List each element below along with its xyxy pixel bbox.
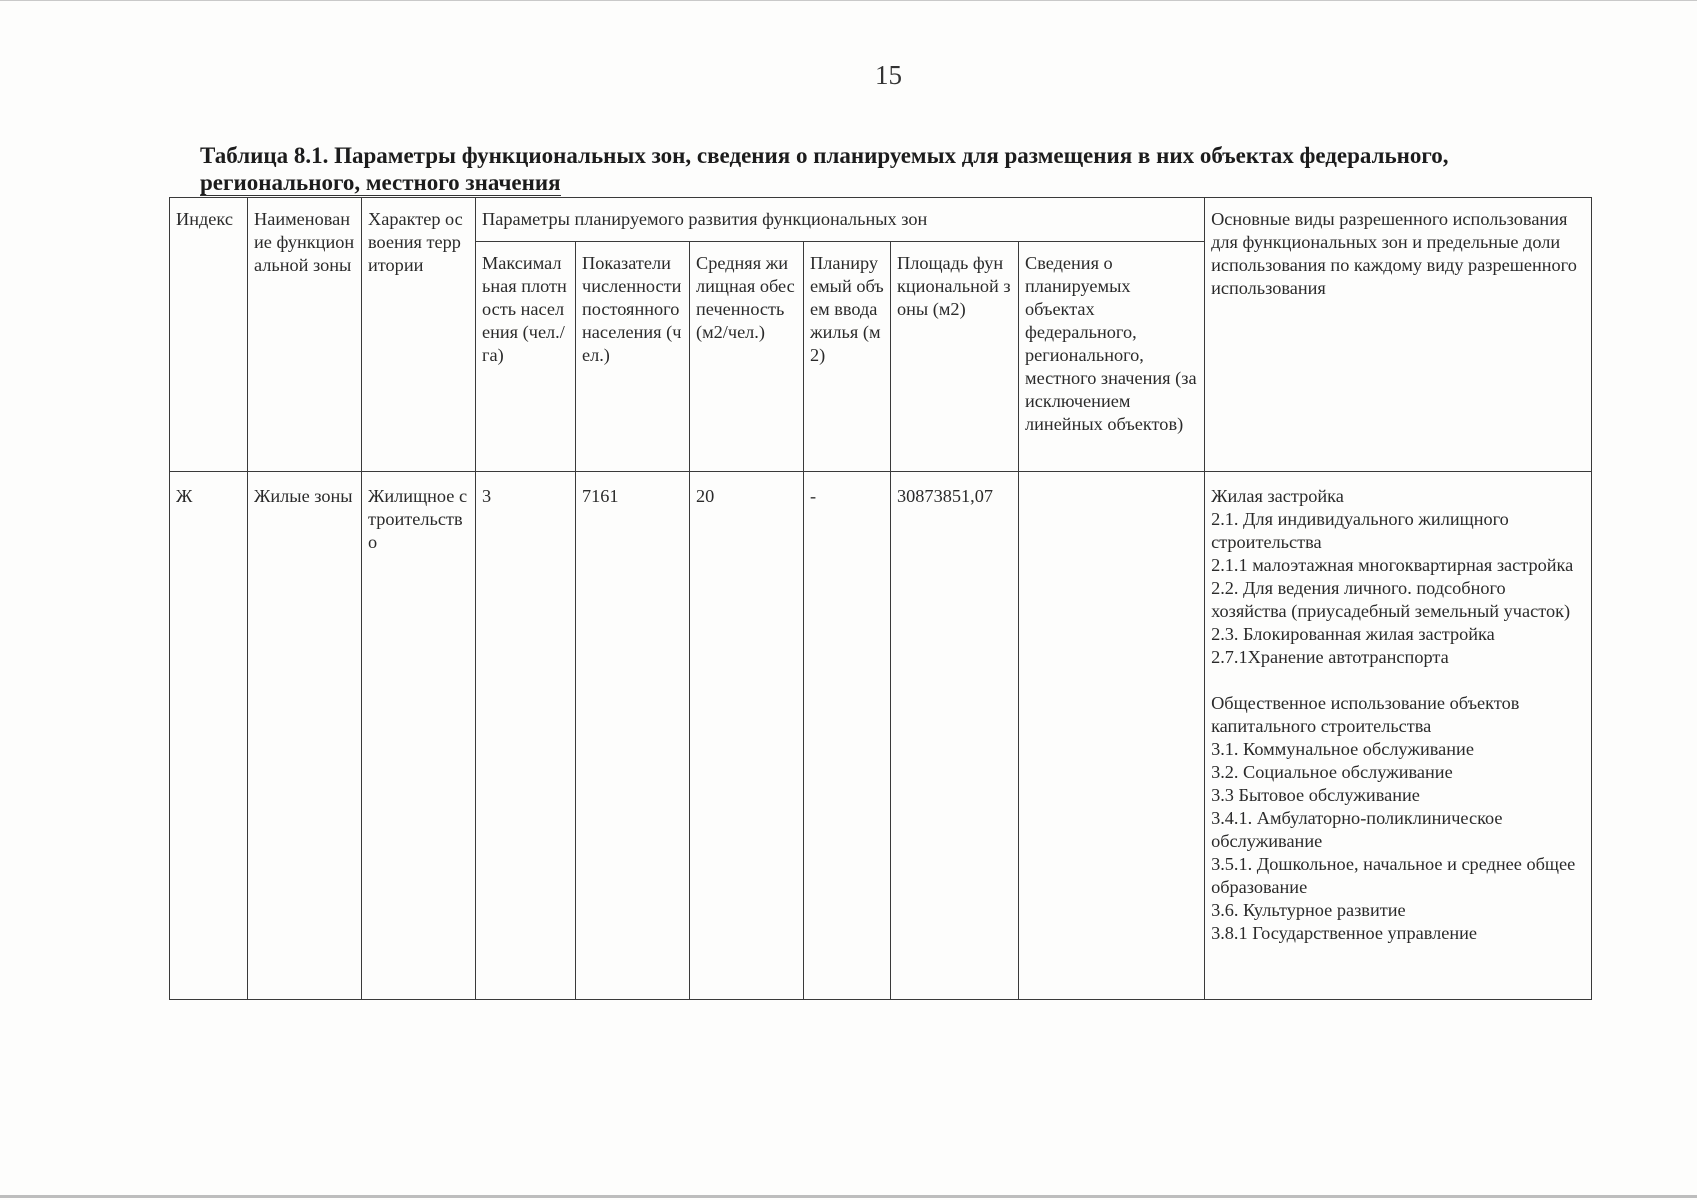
list-item: 2.7.1Хранение автотранспорта <box>1211 647 1449 667</box>
list-item: Общественное использование объектов капитального строительства <box>1211 693 1520 736</box>
cell-planned-objects <box>1019 472 1205 1000</box>
header-housing-provision: Средняя жилищная обеспеченность (м2/чел.) <box>690 242 804 472</box>
list-item: 3.1. Коммунальное обслуживание <box>1211 739 1474 759</box>
list-item: 3.8.1 Государственное управление <box>1211 923 1478 943</box>
cell-index: Ж <box>170 472 248 1000</box>
table-caption <box>200 142 1540 196</box>
page-number: 15 <box>875 60 902 90</box>
header-housing-volume: Планируемый объем ввода жилья (м2) <box>804 242 891 472</box>
caption-line-2: регионального, местного значения <box>200 170 561 195</box>
functional-zones-table <box>169 197 1592 1000</box>
cell-housing-volume: - <box>804 472 891 1000</box>
list-item: 3.5.1. Дошкольное, начальное и среднее общее образование <box>1211 854 1576 897</box>
header-population: Показатели численности постоянного населения (чел.) <box>576 242 690 472</box>
header-permitted-uses: Основные виды разрешенного использования для функциональных зон и предельные доли использования по каждому виду разрешенного использования <box>1205 198 1592 472</box>
permitted-uses-list-residential <box>1211 485 1585 669</box>
list-item: 3.3 Бытовое обслуживание <box>1211 785 1420 805</box>
cell-territory-type: Жилищное строительство <box>362 472 476 1000</box>
list-item: 3.4.1. Амбулаторно-поликлиническое обслуживание <box>1211 808 1503 851</box>
header-planned-objects: Сведения о планируемых объектах федерального, регионального, местного значения (за исключением линейных объектов) <box>1019 242 1205 472</box>
header-row-1 <box>170 198 1592 242</box>
list-item: 3.6. Культурное развитие <box>1211 900 1406 920</box>
cell-zone-area: 30873851,07 <box>891 472 1019 1000</box>
list-item: Жилая застройка <box>1211 486 1344 506</box>
header-index: Индекс <box>170 198 248 472</box>
scan-top-edge <box>0 0 1697 1</box>
header-zone-name: Наименование функциональной зоны <box>248 198 362 472</box>
cell-zone-name: Жилые зоны <box>248 472 362 1000</box>
cell-max-density: 3 <box>476 472 576 1000</box>
list-item: 2.3. Блокированная жилая застройка <box>1211 624 1495 644</box>
header-zone-area: Площадь функциональной зоны (м2) <box>891 242 1019 472</box>
header-max-density: Максимальная плотность населения (чел./га) <box>476 242 576 472</box>
cell-permitted-uses <box>1205 472 1592 1000</box>
list-item: 2.2. Для ведения личного. подсобного хозяйства (приусадебный земельный участок) <box>1211 578 1571 621</box>
header-territory-type: Характер освоения территории <box>362 198 476 472</box>
list-item: 2.1. Для индивидуального жилищного строительства <box>1211 509 1509 552</box>
table-row <box>170 472 1592 1000</box>
header-parameters-group: Параметры планируемого развития функциональных зон <box>476 198 1205 242</box>
cell-population: 7161 <box>576 472 690 1000</box>
caption-line-1: Таблица 8.1. Параметры функциональных зон, сведения о планируемых для размещения в них объектах федерального, <box>200 143 1449 168</box>
list-item: 2.1.1 малоэтажная многоквартирная застройка <box>1211 555 1574 575</box>
cell-housing-provision: 20 <box>690 472 804 1000</box>
scan-bottom-edge <box>0 1195 1697 1198</box>
list-item: 3.2. Социальное обслуживание <box>1211 762 1453 782</box>
list-gap <box>1211 669 1585 692</box>
permitted-uses-list-public <box>1211 692 1585 945</box>
